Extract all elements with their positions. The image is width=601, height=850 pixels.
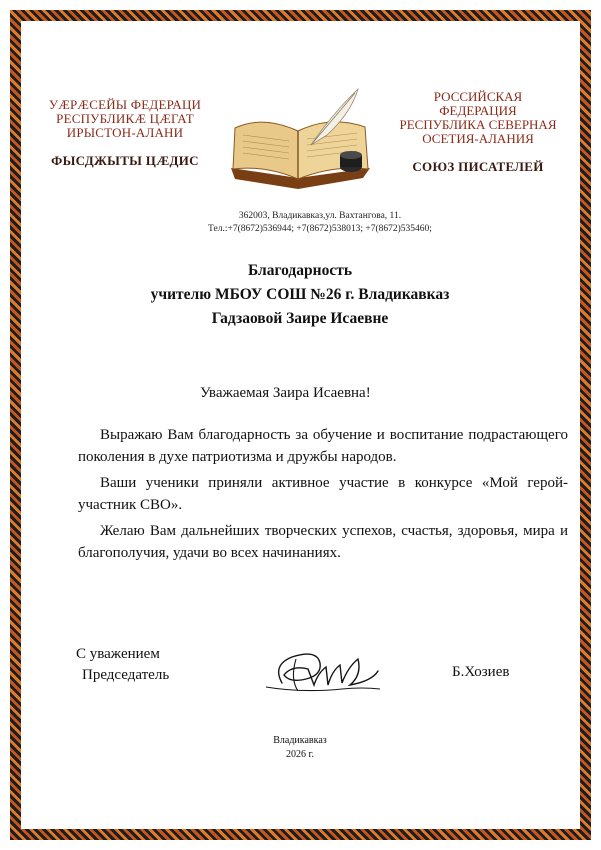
header-left-line1: УÆРÆСЕЙЫ ФЕДЕРАЦИ <box>48 97 202 112</box>
title-line2: учителю МБОУ СОШ №26 г. Владикавказ <box>150 286 450 303</box>
letter-title <box>60 259 540 331</box>
greeting: Уважаемая Заира Исаевна! <box>200 385 371 401</box>
header-left <box>40 98 210 168</box>
footer-place-date <box>240 734 360 762</box>
header-right-line3: РЕСПУБЛИКА СЕВЕРНАЯ <box>399 117 557 132</box>
header-left-org: ФЫСДЖЫТЫ ЦÆДИС <box>51 153 199 168</box>
paragraph-wishes <box>78 520 568 564</box>
title-line3: Гадзаовой Заире Исаевне <box>211 310 389 327</box>
paragraph-contest <box>78 472 568 516</box>
signer-name: Б.Хозиев <box>452 664 510 680</box>
footer-city: Владикавказ <box>273 735 327 746</box>
header-left-line3: ИРЫСТОН-АЛАНИ <box>66 125 184 140</box>
paragraph-wishes-text: Желаю Вам дальнейших творческих успехов, счастья, здоровья, мира и благополучия, удачи во всех начинаниях. <box>78 523 568 561</box>
paragraph-contest-text: Ваши ученики приняли активное участие в конкурсе «Мой герой-участник СВО». <box>78 475 568 513</box>
address-line: 362003, Владикавказ,ул. Вахтангова, 11. <box>238 211 402 221</box>
paragraph-gratitude-text: Выражаю Вам благодарность за обучение и воспитание подрастающего поколения в духе патриотизма и дружбы народов. <box>78 427 568 465</box>
position-text: Председатель <box>82 667 170 683</box>
header-left-line2: РЕСПУБЛИКÆ ЦÆГАТ <box>56 111 194 126</box>
address-block <box>170 210 470 236</box>
regards-text: С уважением <box>76 646 160 662</box>
paragraph-gratitude <box>78 424 568 468</box>
open-book-quill-icon <box>223 83 378 193</box>
header-right-line4: ОСЕТИЯ-АЛАНИЯ <box>422 131 534 146</box>
footer-year: 2026 г. <box>286 749 314 760</box>
signature-block <box>76 644 169 686</box>
header-right-org: СОЮЗ ПИСАТЕЛЕЙ <box>412 159 544 174</box>
header-right-line1: РОССИЙСКАЯ <box>433 89 523 104</box>
header-right-line2: ФЕДЕРАЦИЯ <box>439 103 517 118</box>
handwritten-signature <box>262 645 382 697</box>
phone-line: Тел.:+7(8672)536944; +7(8672)538013; +7(8672)535460; <box>208 224 432 234</box>
header-right <box>393 90 563 174</box>
title-line1: Благодарность <box>247 262 353 279</box>
